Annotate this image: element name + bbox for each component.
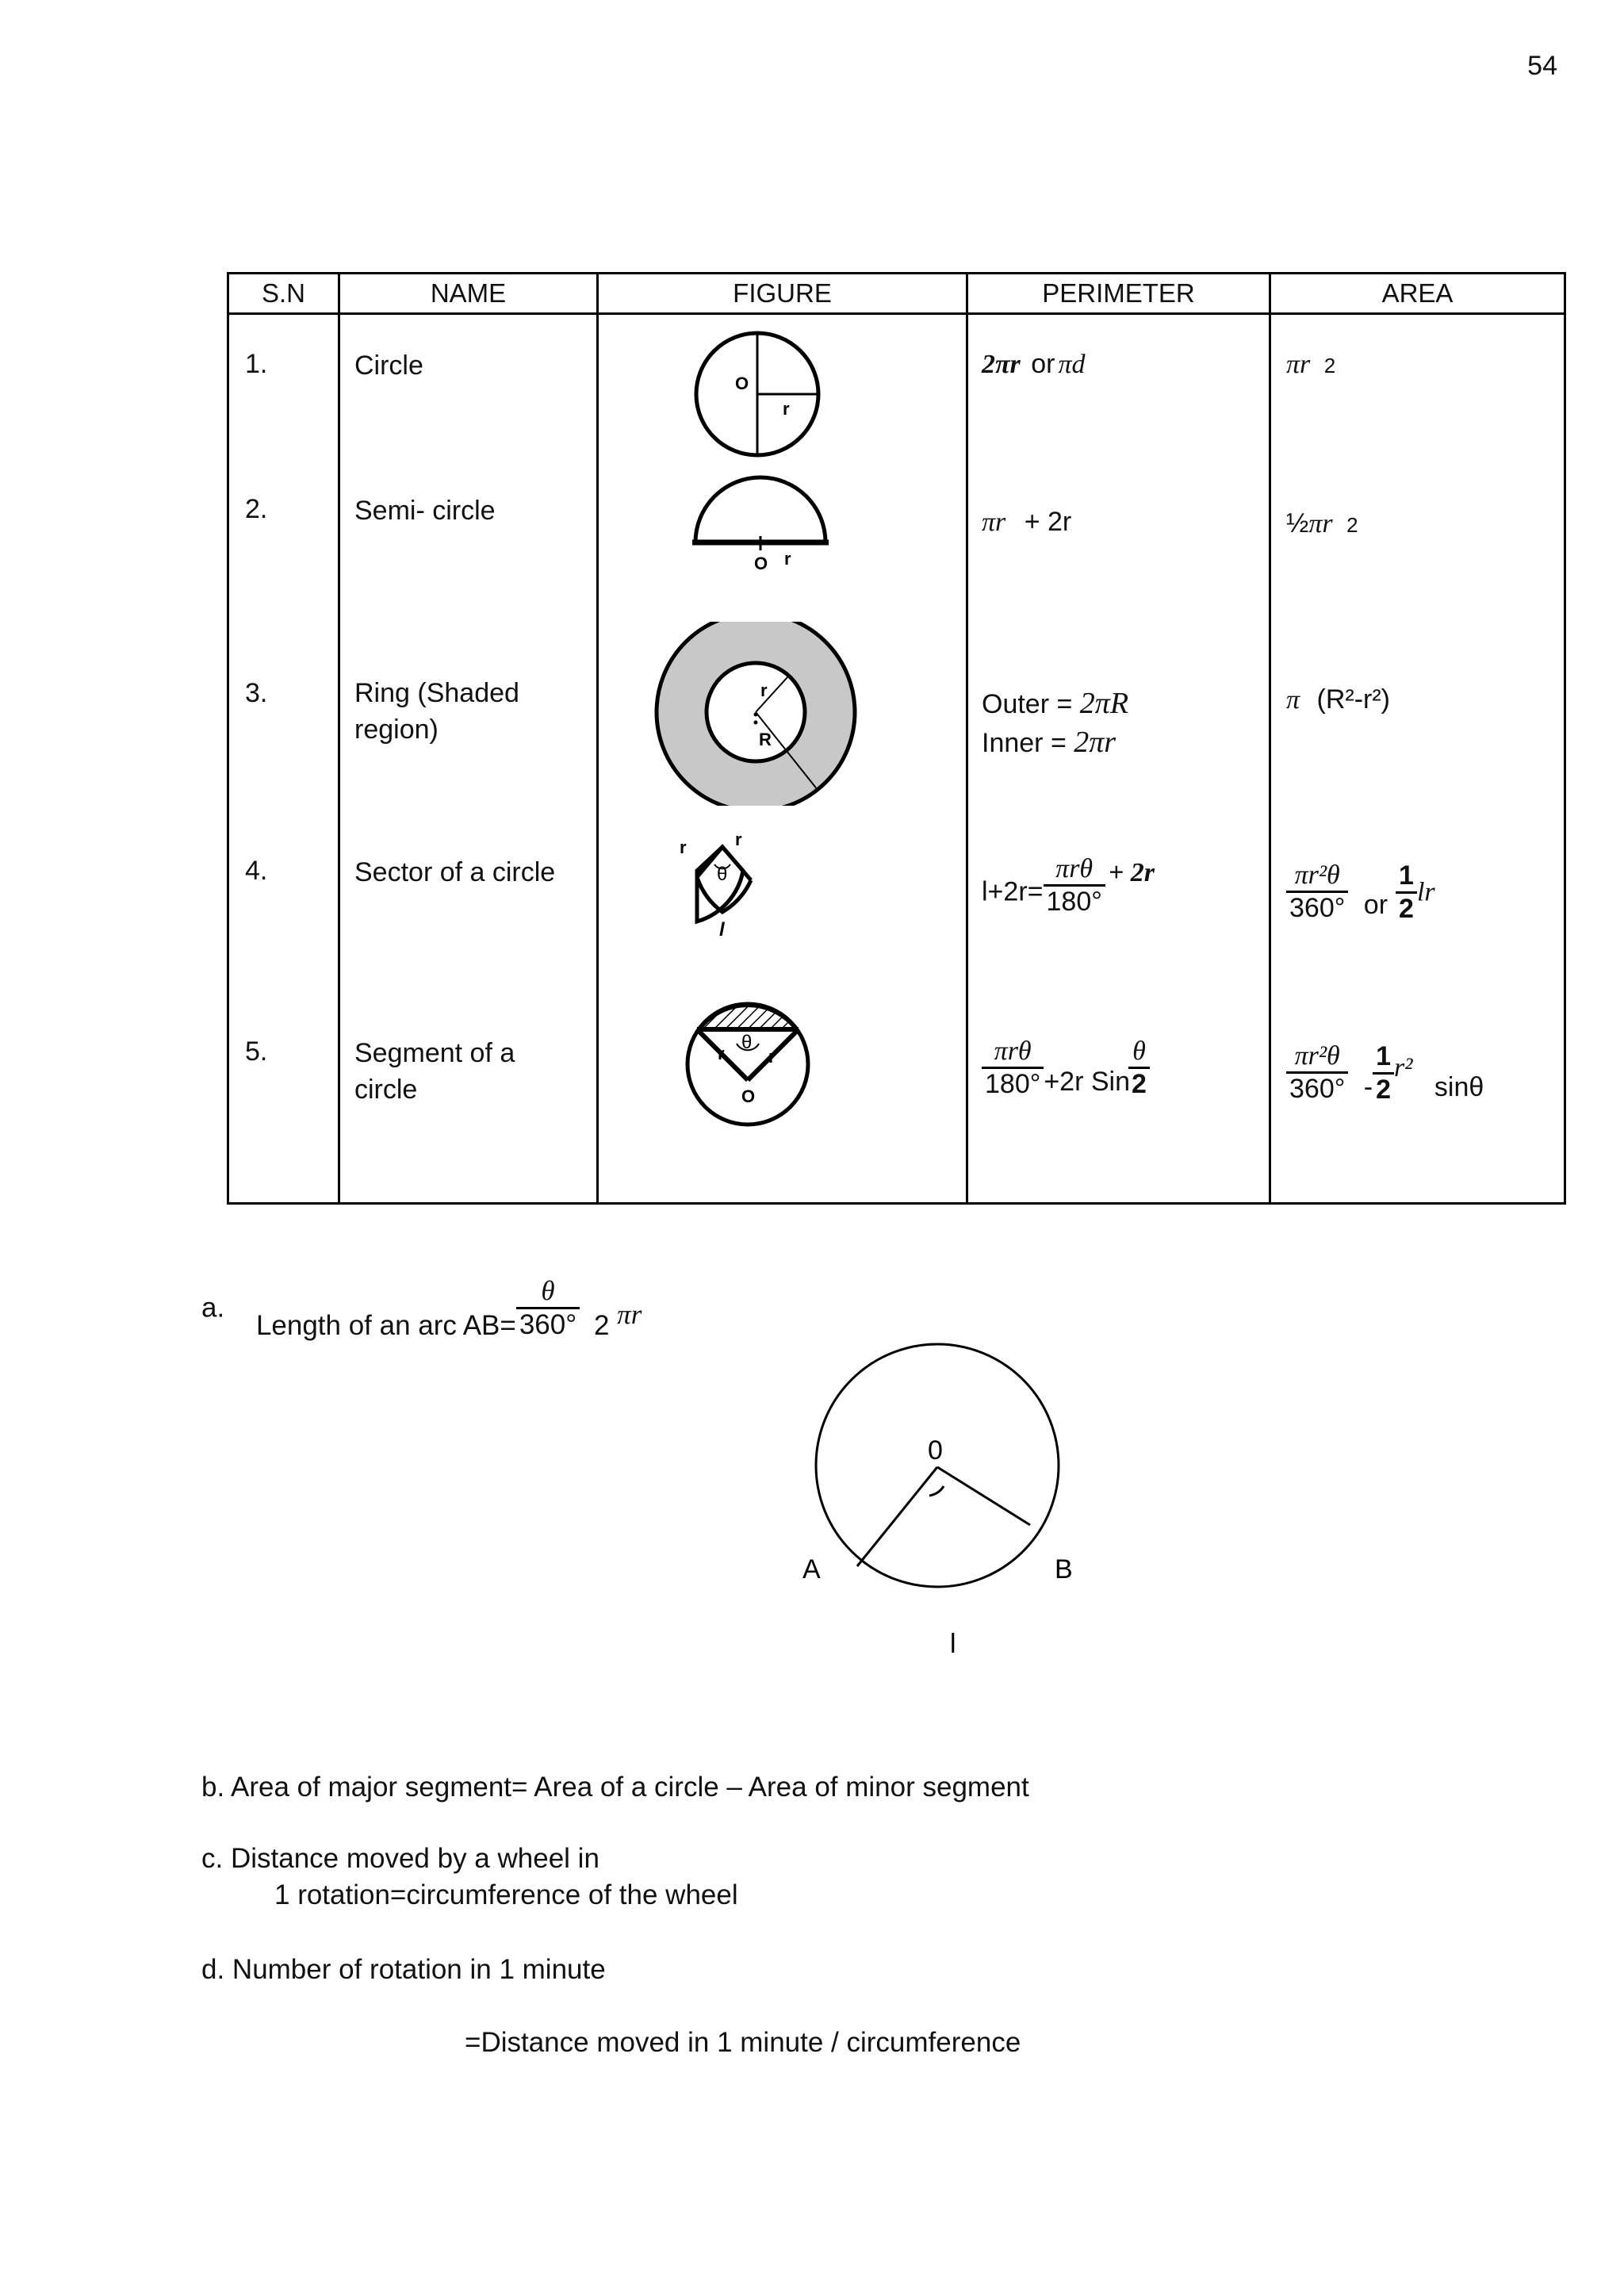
- row-number: 2.: [245, 493, 268, 524]
- perimeter-term: πd: [1058, 350, 1086, 379]
- perimeter-inner-value: 2πr: [1074, 725, 1116, 759]
- perimeter-outer-label: Outer =: [982, 688, 1073, 719]
- table-row: [228, 657, 1565, 841]
- arc-fraction: [516, 1275, 580, 1341]
- figure-label-center: O: [735, 374, 749, 393]
- header-name: NAME: [339, 274, 598, 314]
- fraction-denominator: 2: [1399, 893, 1414, 924]
- row-number: 4.: [245, 855, 268, 886]
- fraction-numerator: πrθ: [1044, 854, 1105, 887]
- header-figure: FIGURE: [598, 274, 967, 314]
- area-r-squared: r²: [1394, 1053, 1413, 1082]
- fraction-numerator: πr²θ: [1286, 860, 1348, 893]
- fraction-denominator: 2: [1132, 1068, 1147, 1099]
- area-fraction: [1286, 860, 1348, 924]
- figure-label-center: O: [754, 553, 768, 573]
- fraction-numerator: 1: [1396, 860, 1417, 894]
- note-label: a.: [201, 1292, 225, 1324]
- arc-length-formula: [201, 1275, 642, 1341]
- fraction-numerator: πr²θ: [1286, 1041, 1348, 1074]
- arc-suffix-math: πr: [617, 1298, 642, 1330]
- shape-name: circle: [354, 1074, 418, 1105]
- arc-suffix-number: 2: [593, 1309, 610, 1341]
- area-fraction: [1286, 1041, 1348, 1105]
- shape-name: Ring (Shaded: [354, 677, 519, 708]
- figure-label-inner-radius: r: [760, 680, 768, 700]
- fraction-numerator: θ: [516, 1275, 580, 1309]
- area-exponent: 2: [1323, 354, 1336, 377]
- fraction-numerator: 1: [1373, 1041, 1394, 1075]
- diagram-label-center: 0: [928, 1435, 943, 1466]
- table-header-row: [228, 274, 1565, 314]
- figure-label-radius-left: r: [718, 1043, 725, 1063]
- fraction-denominator: 180°: [985, 1068, 1041, 1099]
- fraction-denominator: 2: [1376, 1074, 1392, 1105]
- fraction-numerator: θ: [1128, 1036, 1150, 1069]
- figure-label-arc: l: [719, 918, 725, 941]
- fraction-denominator: 180°: [1046, 886, 1102, 917]
- fraction-numerator: πrθ: [982, 1036, 1044, 1069]
- header-sn: S.N: [228, 274, 339, 314]
- theta-half-fraction: [1128, 1036, 1150, 1100]
- figure-label-radius-right: r: [768, 1046, 776, 1067]
- header-area: AREA: [1270, 274, 1565, 314]
- area-tail: sinθ: [1434, 1071, 1484, 1102]
- header-perimeter: PERIMETER: [967, 274, 1270, 314]
- shape-name: Circle: [354, 351, 423, 381]
- fraction-denominator: 360°: [1289, 1074, 1346, 1104]
- perimeter-fraction: [1044, 854, 1105, 918]
- shape-name: Sector of a circle: [354, 856, 556, 887]
- perimeter-term: 2πr: [982, 350, 1021, 379]
- row-number: 3.: [245, 677, 268, 708]
- figure-label-angle: θ: [717, 863, 728, 885]
- perimeter-prefix: l+2r=: [982, 876, 1044, 906]
- circle-figure: [599, 315, 968, 458]
- figure-label-radius-left: r: [680, 837, 687, 857]
- half-fraction: [1396, 860, 1417, 925]
- note-rotations: d. Number of rotation in 1 minute: [201, 1954, 606, 1985]
- area-minus: -: [1363, 1071, 1373, 1102]
- fraction-denominator: 360°: [519, 1309, 577, 1340]
- segment-figure: [599, 975, 968, 1159]
- perimeter-joiner: or: [1031, 349, 1055, 379]
- perimeter-suffix: + 2r: [1108, 857, 1155, 887]
- area-term: πr: [1286, 350, 1311, 379]
- fraction-denominator: 360°: [1289, 893, 1346, 923]
- ring-figure: [599, 622, 968, 806]
- note-wheel-distance: c. Distance moved by a wheel in: [201, 1843, 599, 1874]
- table-row: [228, 1020, 1565, 1204]
- perimeter-fraction: [982, 1036, 1044, 1100]
- shape-name: Semi- circle: [354, 495, 496, 526]
- row-number: 5.: [245, 1036, 268, 1067]
- area-term: πr: [1308, 508, 1333, 538]
- perimeter-term: + 2r: [1024, 506, 1072, 537]
- perimeter-outer-value: 2πR: [1079, 686, 1129, 720]
- area-prefix: ½: [1286, 508, 1309, 538]
- figure-label-radius-right: r: [735, 829, 742, 849]
- figure-label-center: O: [741, 1086, 756, 1106]
- shape-name: region): [354, 714, 439, 745]
- note-wheel-distance-detail: 1 rotation=circumference of the wheel: [274, 1879, 738, 1910]
- perimeter-term: πr: [982, 507, 1006, 537]
- area-joiner: or: [1363, 889, 1388, 920]
- half-fraction: [1373, 1041, 1394, 1105]
- figure-label-outer-radius: R: [759, 729, 772, 749]
- diagram-label-a: A: [802, 1554, 821, 1584]
- perimeter-middle: +2r Sin: [1044, 1067, 1131, 1097]
- figure-label-radius: r: [784, 548, 791, 569]
- arc-diagram: [761, 1340, 1158, 1673]
- table-row: [228, 314, 1565, 462]
- note-rotations-detail: =Distance moved in 1 minute / circumference: [465, 2027, 1021, 2058]
- area-term: (R²-r²): [1316, 684, 1390, 715]
- perimeter-inner-label: Inner =: [982, 727, 1067, 758]
- shape-name: Segment of a: [354, 1037, 515, 1068]
- page-number: 54: [1527, 51, 1557, 81]
- area-term: π: [1286, 684, 1300, 715]
- area-exponent: 2: [1346, 512, 1358, 537]
- diagram-label-arc: l: [950, 1629, 956, 1659]
- note-major-segment: b. Area of major segment= Area of a circle – Area of minor segment: [201, 1772, 1029, 1803]
- figure-label-angle: θ: [741, 1031, 753, 1053]
- row-number: 1.: [245, 349, 268, 379]
- diagram-label-b: B: [1055, 1554, 1073, 1584]
- figure-label-radius: r: [783, 399, 790, 419]
- area-tail: lr: [1416, 877, 1435, 906]
- arc-text: Length of an arc AB=: [255, 1309, 516, 1341]
- formula-table: [227, 272, 1566, 1205]
